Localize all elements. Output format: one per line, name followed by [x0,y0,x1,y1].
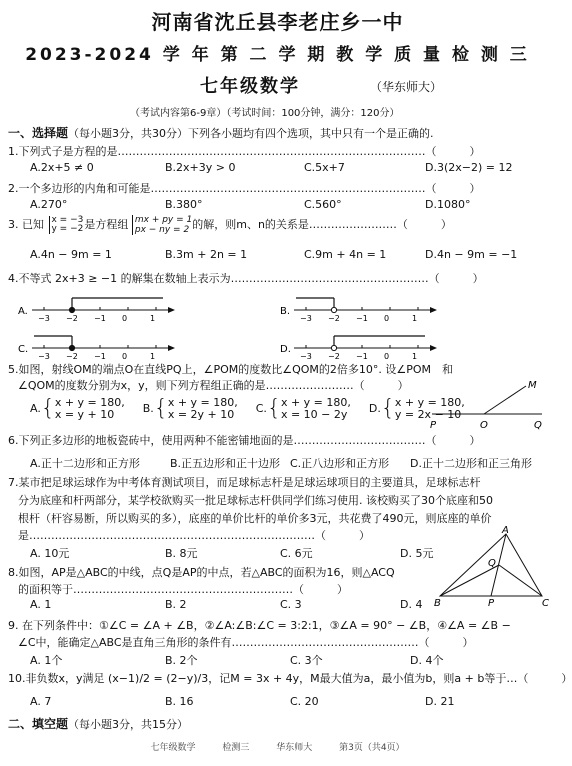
tick-label: 1 [412,352,418,361]
q6-stem: 6.下列正多边形的地板瓷砖中，使用两种不能密铺地面的是………………………………（ ） [8,434,481,447]
q4-stem: 4.不等式 2x+3 ≥ −1 的解集在数轴上表示为………………………………………………（ ） [8,272,484,285]
tick-label: −3 [300,352,312,361]
q2-option-c: C.560° [304,198,342,211]
q4-number-line-d [280,336,437,361]
section-2-title: 二、填空题 [8,717,69,731]
q5-system-line: x = 2y + 10 [167,407,235,421]
tick-label: −3 [38,314,50,323]
q5-stem-line1: 5.如图，射线OM的端点O在直线PQ上，∠POM的度数比∠QOM的2倍多10°. 设∠POM 和 [8,363,454,376]
q5-system-line: x = 10 − 2y [280,407,348,421]
section-1-heading [8,124,434,141]
axis-arrow-icon [430,307,437,313]
q3-equation-system [132,215,192,235]
q7-option-c: C. 6元 [280,547,313,560]
q5-system-line: x + y = 180, [167,395,238,409]
label-b: B [434,598,441,609]
page-footer [0,740,555,753]
q4-number-line-c [18,336,175,361]
q4-option-label: D. [280,344,291,355]
footer-edition: 华东师大 [276,743,313,753]
q10-option-c: C. 20 [290,695,319,708]
q7-line3: 根杆（杆容易断，所以购买的多），底座的单价比杆的单价多3元，共花费了490元，则底座的单价 [18,512,492,525]
open-point-icon [331,307,336,312]
q3-sys2-line2: px − ny = 2 [134,225,190,235]
open-point-icon [331,345,336,350]
q5-option-b [143,396,238,421]
tick-label: −1 [94,314,106,323]
subject-title: 七年级数学 [200,76,300,97]
q8-option-b: B. 2 [165,598,187,611]
q7-line2: 分为底座和杆两部分，某学校欲购买一批足球标志杆供同学们练习使用. 该校购买了30个底座和50 [18,494,493,507]
tick-label: −1 [356,352,368,361]
q8-figure [432,526,550,608]
q2-option-a: A.270° [30,198,68,211]
q7-option-d: D. 5元 [400,547,434,560]
exam-meta: （考试内容第6-9章）（考试时间：100分钟，满分：120分） [130,108,400,119]
q3-option-c: C.9m + 4n = 1 [304,248,387,261]
tick-label: 0 [122,314,128,323]
label-m: M [528,380,537,391]
segment-qc [499,565,542,596]
tick-label: −3 [300,314,312,323]
label-q: Q [534,420,542,431]
brace-icon: { [40,396,55,421]
q6-option-c: C.正八边形和正方形 [290,457,390,470]
closed-point-icon [69,345,74,350]
q4-number-line-b [280,298,437,323]
q3-solution-system [49,216,84,234]
tick-label: −2 [66,352,78,361]
q5-option-label: A. [30,402,41,415]
q5-system-line: y = 2x − 10 [394,407,462,421]
q3-sys1-line1: x = −3 [51,215,84,225]
footer-grade: 七年级数学 [150,743,196,753]
segment-bq [440,565,499,596]
q5-options [30,396,465,421]
q10-option-b: B. 16 [165,695,194,708]
q4-option-label: C. [18,344,29,355]
label-a: A [502,525,509,536]
exam-title: 2023-2024 学 年 第 二 学 期 教 学 质 量 检 测 三 [25,45,530,65]
q5-option-c [256,396,351,421]
tick-label: −2 [328,314,340,323]
q4-number-line-a [18,298,175,323]
q7-option-a: A. 10元 [30,547,70,560]
q5-option-label: C. [255,402,267,415]
q8-option-a: A. 1 [30,598,52,611]
q9-line2: ∠C中，能确定△ABC是直角三角形的条件有……………………………………………（ ） [18,636,474,649]
q9-line1: 9. 在下列条件中：①∠C = ∠A + ∠B，②∠A:∠B:∠C = 3:2:1，③∠A = 90° − ∠B，④∠A = ∠B − [8,619,511,632]
q9-option-d: D. 4个 [410,654,444,667]
q5-figure [424,376,549,432]
axis-arrow-icon [168,307,175,313]
q1-stem: 1.下列式子是方程的是…………………………………………………………………………（ ） [8,145,481,158]
section-2-desc: （每小题3分，共15分） [68,718,189,731]
q9-option-c: C. 3个 [290,654,323,667]
tick-label: −3 [38,352,50,361]
q9-option-a: A. 1个 [30,654,63,667]
q5-option-label: D. [368,402,381,415]
school-name: 河南省沈丘县李老庄乡一中 [151,10,404,34]
q3-option-d: D.4n − 9m = −1 [425,248,518,261]
q9-option-b: B. 2个 [165,654,198,667]
q10-option-a: A. 7 [30,695,52,708]
q2-option-b: B.380° [165,198,203,211]
q1-option-b: B.2x+3y > 0 [165,161,236,174]
tick-label: 1 [150,352,156,361]
section-2-heading [8,715,188,732]
tick-label: 0 [122,352,128,361]
q4-option-label: B. [280,306,291,317]
q8-option-d: D. 4 [400,598,423,611]
label-o: O [480,420,488,431]
label-p: P [488,598,495,609]
brace-icon: { [380,396,395,421]
q5-option-a [30,396,125,421]
footer-test: 检测三 [222,743,250,753]
edition-label: （华东师大） [370,80,443,94]
label-p: P [430,420,437,431]
q2-option-d: D.1080° [425,198,471,211]
q5-stem-line2: ∠QOM的度数分别为x，y，则下列方程组正确的是……………………（ ） [18,379,409,392]
q7-option-b: B. 8元 [165,547,198,560]
section-1-title: 一、选择题 [8,126,69,140]
section-1-desc: （每小题3分，共30分）下列各小题均有四个选项，其中只有一个是正确的. [68,127,434,140]
q4-number-lines [18,288,543,361]
q8-line2: 的面积等于……………………………………………………（ ） [18,583,348,596]
q5-option-label: B. [142,402,154,415]
q8-option-c: C. 3 [280,598,302,611]
tick-label: 0 [384,314,390,323]
q10-stem: 10.非负数x，y满足 (x−1)/2 = (2−y)/3，记M = 3x + 4y，M最大值为a，最小值为b，则a + b等于…（ ） [8,672,572,685]
q5-system-line: x + y = 180, [280,395,351,409]
tick-label: −1 [356,314,368,323]
q8-line1: 8.如图，AP是△ABC的中线，点Q是AP的中点，若△ABC的面积为16，则△ACQ [8,566,395,579]
q6-option-a: A.正十二边形和正方形 [30,457,140,470]
q3-option-a: A.4n − 9m = 1 [30,248,112,261]
footer-page: 第3页（共4页） [339,743,405,753]
tick-label: 0 [384,352,390,361]
q6-option-b: B.正五边形和正十边形 [170,457,281,470]
q3-stem [8,215,452,235]
q5-system-line: x + y = 180, [394,395,465,409]
q4-option-label: A. [18,306,28,317]
q6-option-d: D.正十二边形和正三角形 [410,457,532,470]
brace-icon: { [153,396,168,421]
brace-icon: { [266,396,281,421]
ray-om [484,386,526,414]
q7-line1: 7.某市把足球运球作为中考体育测试项目，而足球标志杆是足球运球项目的主要道具，足球标志杆 [8,476,481,489]
q3-option-b: B.3m + 2n = 1 [165,248,248,261]
tick-label: 1 [412,314,418,323]
q3-sys1-line2: y = −2 [51,224,84,234]
q3-stem-middle: 是方程组 [84,218,129,231]
q5-system-line: x + y = 180, [54,395,125,409]
q1-option-d: D.3(2x−2) = 12 [425,161,513,174]
closed-point-icon [69,307,74,312]
tick-label: −2 [66,314,78,323]
tick-label: −1 [94,352,106,361]
q7-line4: 是……………………………………………………………………（ ） [18,529,370,542]
q3-stem-suffix: 的解，则m、n的关系是……………………（ ） [192,218,452,231]
tick-label: 1 [150,314,156,323]
axis-arrow-icon [430,345,437,351]
q3-sys2-line1: mx + py = 1 [134,215,193,225]
q3-stem-prefix: 3. 已知 [8,218,44,231]
q10-option-d: D. 21 [425,695,455,708]
label-c: C [542,598,549,609]
axis-arrow-icon [168,345,175,351]
q5-system-line: x = y + 10 [54,407,115,421]
q2-stem: 2.一个多边形的内角和可能是…………………………………………………………………（ ） [8,182,481,195]
q1-option-c: C.5x+7 [304,161,345,174]
label-q: Q [488,558,496,569]
tick-label: −2 [328,352,340,361]
q1-option-a: A.2x+5 ≠ 0 [30,161,94,174]
